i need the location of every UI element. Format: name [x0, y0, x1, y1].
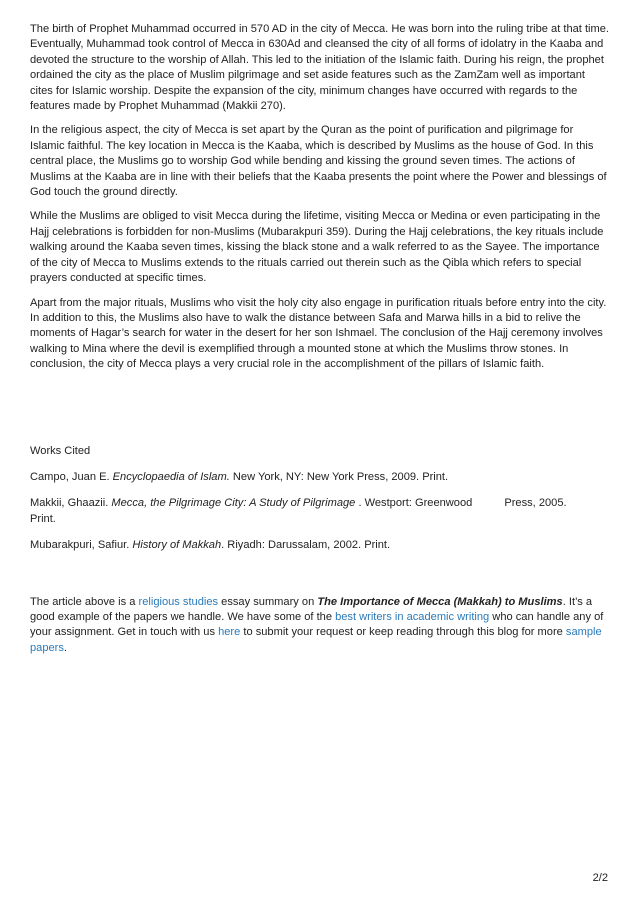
- promo-note: [30, 595, 610, 657]
- religious-studies-link[interactable]: religious studies: [138, 595, 219, 608]
- works-cited-heading: Works Cited: [30, 444, 91, 457]
- citation-title: Mecca, the Pilgrimage City: A Study of Pilgrimage: [111, 497, 356, 510]
- citation-3: [30, 538, 610, 553]
- sample-papers-link[interactable]: sample papers: [30, 626, 602, 654]
- promo-text: to submit your request or keep reading through this blog for more: [240, 626, 566, 639]
- citation-medium: Print.: [30, 512, 56, 525]
- citation-2: [30, 496, 610, 527]
- citation-author: Campo, Juan E.: [30, 470, 113, 483]
- promo-text: .: [63, 641, 68, 654]
- body-paragraph-1: The birth of Prophet Muhammad occurred in 570 AD in the city of Mecca. He was born into the ruling tribe at that time. Eventually, Muhammad took control of Mecca in 630Ad and cleansed the city of all forms of idolatry in the Kaaba and devoted the structure to the worship of Allah. This led to the initiation of the Islamic faith. During his reign, the prophet ordained the city as the place of Muslim pilgrimage and set aside features such as the ZamZam well as important cites for Islamic worship. Despite the expansion of the city, minimum changes have occurred with regards to the features made by Prophet Muhammad (Makkii 270).: [30, 23, 610, 113]
- citation-author: Makkii, Ghaazii.: [30, 497, 112, 510]
- promo-text: . It’s a good example of the papers we handle. We have some of the: [30, 595, 593, 623]
- citation-author: Mubarakpuri, Safiur.: [30, 539, 133, 552]
- page-number: 2/2: [592, 872, 608, 884]
- body-paragraph-2: In the religious aspect, the city of Mecca is set apart by the Quran as the point of purification and pilgrimage for Islamic faithful. The key location in Mecca is the Kaaba, which is described by Muslims as the house of God. In this central place, the Muslims go to worship God while bending and kissing the ground seven times. The actions of Muslims at the Kaaba are in line with their beliefs that the Kaaba presents the point where the Power and blessings of God touch the ground directly.: [30, 124, 607, 199]
- best-writers-link[interactable]: best writers in academic writing: [335, 610, 490, 623]
- citation-title: Encyclopaedia of Islam.: [112, 470, 230, 483]
- citation-1: [30, 470, 610, 485]
- citation-title: History of Makkah: [132, 539, 222, 552]
- here-link[interactable]: here: [218, 626, 241, 639]
- body-paragraph-3: While the Muslims are obliged to visit Mecca during the lifetime, visiting Mecca or Medina or even participating in the Hajj celebrations is forbidden for non-Muslims (Mubarakpuri 359). During the Hajj celebrations, the key rituals include walking around the Kaaba seven times, kissing the black stone and a walk referred to as the Sayee. The importance of the city of Mecca to Muslims extends to the rituals carried out therein such as the Qibla which refers to special prayers conducted at specific times.: [30, 210, 604, 285]
- body-paragraph-4: Apart from the major rituals, Muslims who visit the holy city also engage in purification rituals before entry into the city. In addition to this, the Muslims also have to walk the distance between Safa and Marwa hills in a bid to relive the moments of Hagar’s search for water in the desert for her son Ishmael. The conclusion of the Hajj ceremony involves walking to Mina where the devil is exemplified through a mounted stone at which the Muslims throw stones. In conclusion, the city of Mecca plays a very crucial role in the accomplishment of the pillars of Islamic faith.: [30, 296, 607, 371]
- blank-space: [30, 382, 610, 444]
- citation-publisher: . Westport: Greenwood: [355, 497, 473, 510]
- promo-text: The article above is a: [30, 595, 139, 608]
- article-title: The Importance of Mecca (Makkah) to Muslims: [317, 595, 563, 608]
- blank-space: [30, 565, 610, 595]
- promo-text: who can handle any of your assignment. Get in touch with us: [30, 610, 604, 639]
- citation-publisher: New York, NY: New York Press, 2009. Print.: [229, 470, 449, 483]
- citation-publisher-cont: Press, 2005.: [504, 497, 567, 510]
- promo-text: essay summary on: [218, 595, 318, 608]
- document-body: [30, 22, 610, 665]
- citation-publisher: . Riyadh: Darussalam, 2002. Print.: [221, 539, 391, 552]
